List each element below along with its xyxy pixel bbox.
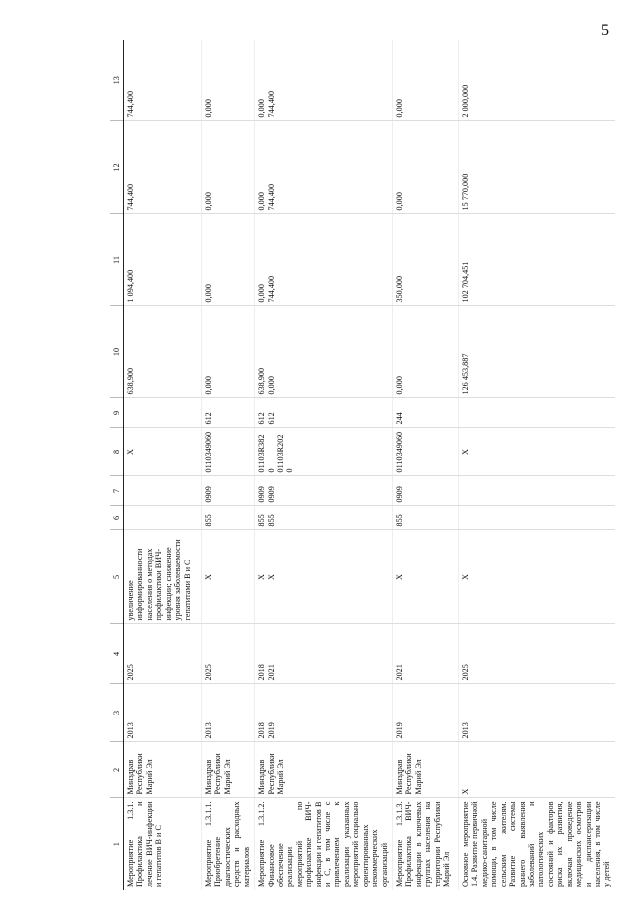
amount-col13: 2 000,000 xyxy=(459,40,615,121)
col-header: 13 xyxy=(110,40,124,121)
col-header: 12 xyxy=(110,121,124,214)
csr-code: X xyxy=(124,428,202,476)
col-header: 6 xyxy=(110,506,124,530)
table-row xyxy=(393,40,459,890)
amount-col10: 0,000 xyxy=(266,376,276,395)
amount-col12: 744,400 xyxy=(266,183,276,211)
program-activities-table xyxy=(110,40,615,890)
start-year-cell xyxy=(255,684,393,742)
grbs-code: 855 xyxy=(266,514,276,527)
end-year-cell xyxy=(255,624,393,684)
table-row xyxy=(202,40,255,890)
executor: Минздрав Республики Марий Эл xyxy=(202,742,255,798)
amount-col13-cell xyxy=(255,40,393,121)
activity-name: Мероприятие 1.3.1.1. Приобретение диагностических средств и расходных материалов xyxy=(202,798,255,890)
header-row xyxy=(110,40,124,890)
rzpr-code xyxy=(124,476,202,506)
rzpr-code xyxy=(459,476,615,506)
vr-code: 612 xyxy=(257,412,267,425)
amount-col12: 0,000 xyxy=(393,121,459,214)
activity-name: Мероприятие 1.3.1. Профилактика и лечение ВИЧ-инфекции и гепатитов В и С xyxy=(126,801,164,887)
amount-col11: 350,000 xyxy=(393,214,459,306)
activity-name: Мероприятие 1.3.1.3. Профилактика ВИЧ-инфекции в ключевых группах населения на территории Республики Марий Эл xyxy=(393,798,459,890)
executor: Минздрав Республики Марий Эл xyxy=(124,742,202,798)
end-year: 2025 xyxy=(124,624,202,684)
expected-result: X xyxy=(266,574,276,580)
col-header: 2 xyxy=(110,742,124,798)
vr-code xyxy=(459,398,615,428)
rzpr-code: 0909 xyxy=(202,476,255,506)
amount-col13: 0,000 xyxy=(257,99,267,118)
amount-col11: 744,400 xyxy=(266,275,276,303)
rzpr-code: 0909 xyxy=(266,486,276,503)
amount-col13: 744,400 xyxy=(266,90,276,118)
rzpr-code: 0909 xyxy=(393,476,459,506)
end-year: 2025 xyxy=(459,624,615,684)
vr-code: 612 xyxy=(266,412,276,425)
amount-col12-cell xyxy=(255,121,393,214)
executor: X xyxy=(459,742,615,798)
rzpr-code: 0909 xyxy=(257,486,267,503)
end-year: 2021 xyxy=(266,664,276,681)
csr-code-cell xyxy=(255,428,393,476)
start-year: 2019 xyxy=(393,684,459,742)
executor: Минздрав Республики Марий Эл xyxy=(393,742,459,798)
amount-col10-cell xyxy=(255,306,393,398)
start-year: 2013 xyxy=(124,684,202,742)
vr-code: 612 xyxy=(202,398,255,428)
amount-col11: 0,000 xyxy=(202,214,255,306)
amount-col11: 102 704,451 xyxy=(459,214,615,306)
vr-code: 244 xyxy=(393,398,459,428)
start-year: 2013 xyxy=(459,684,615,742)
amount-col12: 15 770,000 xyxy=(459,121,615,214)
table-row xyxy=(124,40,202,890)
csr-code: 01103R3820 xyxy=(257,434,276,473)
start-year: 2019 xyxy=(266,722,276,739)
expected-result: X xyxy=(459,530,615,624)
end-year: 2025 xyxy=(202,624,255,684)
activity-name: Мероприятие 1.3.1.2. Финансовое обеспечение реализации мероприятий по профилактике ВИЧ-инфекции и гепатитов В и С, в том числе с привлечением к реализации указанных мероприятий социально ориентированных некоммерческих организаций xyxy=(255,798,393,890)
table-row xyxy=(255,40,393,890)
amount-col10: 0,000 xyxy=(393,306,459,398)
expected-result: X xyxy=(393,530,459,624)
executor: Минздрав Республики Марий Эл xyxy=(255,742,393,798)
csr-code: 0110349060 xyxy=(202,428,255,476)
expected-result: X xyxy=(202,530,255,624)
col-header: 4 xyxy=(110,624,124,684)
grbs-code: 855 xyxy=(393,506,459,530)
grbs-code: 855 xyxy=(202,506,255,530)
amount-col13: 744,400 xyxy=(124,40,202,121)
amount-col12: 744,400 xyxy=(124,121,202,214)
amount-col12: 0,000 xyxy=(257,192,267,211)
rzpr-code-cell xyxy=(255,476,393,506)
amount-col11: 0,000 xyxy=(257,284,267,303)
col-header: 8 xyxy=(110,428,124,476)
col-header: 7 xyxy=(110,476,124,506)
csr-code: 01103R2020 xyxy=(275,434,295,473)
grbs-code: 855 xyxy=(257,514,267,527)
expected-result: X xyxy=(257,574,267,580)
vr-code xyxy=(124,398,202,428)
csr-code: 0110349060 xyxy=(393,428,459,476)
col-header: 11 xyxy=(110,214,124,306)
grbs-code-cell xyxy=(255,506,393,530)
expected-result-cell xyxy=(255,530,393,624)
grbs-code xyxy=(459,506,615,530)
amount-col10: 126 453,887 xyxy=(459,306,615,398)
amount-col13: 0,000 xyxy=(202,40,255,121)
expected-result: увеличение информированности населения о методах профилактики ВИЧ-инфекции; снижение уровня заболеваемости гепатитами В и С xyxy=(124,530,202,624)
amount-col12: 0,000 xyxy=(202,121,255,214)
start-year: 2013 xyxy=(202,684,255,742)
amount-col11: 1 094,400 xyxy=(124,214,202,306)
table-row xyxy=(459,40,615,890)
amount-col10: 0,000 xyxy=(202,306,255,398)
rotated-table-wrapper xyxy=(110,40,612,890)
page-number: 5 xyxy=(601,22,609,39)
col-header: 3 xyxy=(110,684,124,742)
amount-col10: 638,900 xyxy=(124,306,202,398)
amount-col11-cell xyxy=(255,214,393,306)
activity-name: Основное мероприятие 1.4. Развитие первичной медико-санитарной помощи, в том числе сельским жителям. Развитие системы раннего выявления заболеваний и патологических состояний и факторов риска их развития, включая проведение медицинских осмотров и диспансеризации населения, в том числе у детей xyxy=(459,798,615,890)
vr-code-cell xyxy=(255,398,393,428)
end-year: 2018 xyxy=(257,664,267,681)
col-header: 1 xyxy=(110,798,124,890)
csr-code: X xyxy=(459,428,615,476)
col-header: 10 xyxy=(110,306,124,398)
grbs-code xyxy=(124,506,202,530)
col-header: 9 xyxy=(110,398,124,428)
col-header: 5 xyxy=(110,530,124,624)
end-year: 2021 xyxy=(393,624,459,684)
amount-col13: 0,000 xyxy=(393,40,459,121)
start-year: 2018 xyxy=(257,722,267,739)
amount-col10: 638,900 xyxy=(257,367,267,395)
